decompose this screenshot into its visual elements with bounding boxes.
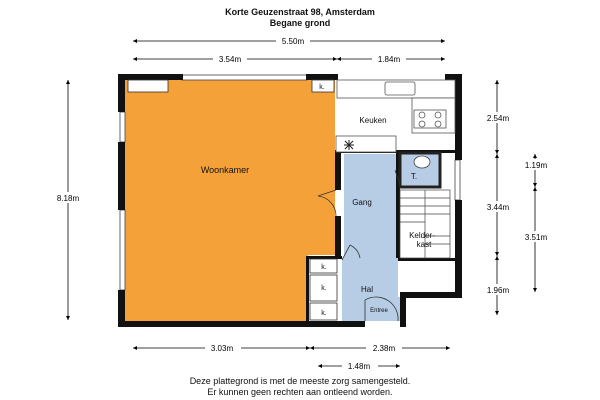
wall-left — [118, 74, 125, 112]
wall-living-gang-2 — [335, 216, 341, 258]
window-left-lower — [120, 210, 125, 290]
wall-left-2 — [118, 142, 125, 210]
wall-top-left — [118, 74, 183, 80]
disclaimer-line-2: Er kunnen geen rechten aan ontleend worden. — [207, 387, 393, 397]
label-kast-3: k. — [321, 310, 327, 317]
wall-living-gang — [335, 152, 341, 190]
window-right — [455, 160, 460, 200]
label-kelderkast-1: Kelder- — [409, 231, 435, 240]
toilet-bowl-icon — [414, 156, 430, 168]
cabinet-top-left — [128, 80, 168, 92]
wall-right-mid — [455, 200, 462, 298]
dim-top-total: 5.50m — [281, 37, 305, 46]
burner-4 — [435, 121, 441, 127]
dim-right-kelder: 3.51m — [524, 233, 548, 242]
wall-entry-right — [400, 292, 406, 327]
wall-top-mid — [306, 74, 338, 80]
dim-right-hal: 1.96m — [486, 286, 510, 295]
extractor-icon — [344, 140, 354, 150]
woonkamer-floor — [125, 80, 335, 321]
plan-address: Korte Geuzenstraat 98, Amsterdam — [225, 7, 375, 17]
toilet-room — [400, 153, 440, 187]
dim-right-gang: 3.44m — [486, 203, 510, 212]
window-left-upper — [120, 112, 125, 142]
dim-bottom-right: 2.38m — [372, 344, 396, 353]
dim-top-left: 3.54m — [218, 55, 242, 64]
label-hal: Hal — [360, 285, 374, 294]
burner-2 — [435, 112, 441, 118]
label-gang: Gang — [352, 198, 372, 207]
dim-bottom-left: 3.03m — [210, 344, 234, 353]
label-woonkamer: Woonkamer — [200, 165, 250, 175]
label-kast-top: k. — [319, 84, 325, 91]
label-kast-1: k. — [321, 264, 327, 271]
burner-3 — [419, 121, 425, 127]
plan-floor-name: Begane grond — [269, 18, 331, 28]
wall-left-3 — [118, 290, 125, 326]
wall-k-column — [306, 256, 309, 326]
counter-bottom — [336, 136, 396, 152]
dim-left-total: 8.18m — [56, 194, 80, 203]
burner-1 — [419, 112, 425, 118]
label-keuken: Keuken — [359, 116, 387, 125]
dim-bottom-entry: 1.48m — [347, 362, 371, 371]
window-top — [182, 75, 307, 80]
label-entree: Entree — [370, 308, 388, 314]
wall-right-bottom — [400, 292, 462, 298]
wall-right-top — [455, 74, 462, 160]
label-kast-2: k. — [321, 285, 327, 292]
dim-top-right: 1.84m — [377, 55, 401, 64]
wall-hal-top — [308, 256, 342, 259]
wall-bottom — [118, 321, 365, 327]
label-toilet: T. — [410, 172, 418, 181]
wall-hal-storage — [398, 258, 455, 261]
dim-right-toilet: 1.19m — [524, 161, 548, 170]
sink — [385, 82, 415, 95]
stove — [414, 110, 446, 128]
label-kelderkast-2: kast — [416, 240, 432, 249]
disclaimer-line-1: Deze plattegrond is met de meeste zorg samengesteld. — [189, 376, 411, 386]
dim-right-keuken: 2.54m — [486, 114, 510, 123]
